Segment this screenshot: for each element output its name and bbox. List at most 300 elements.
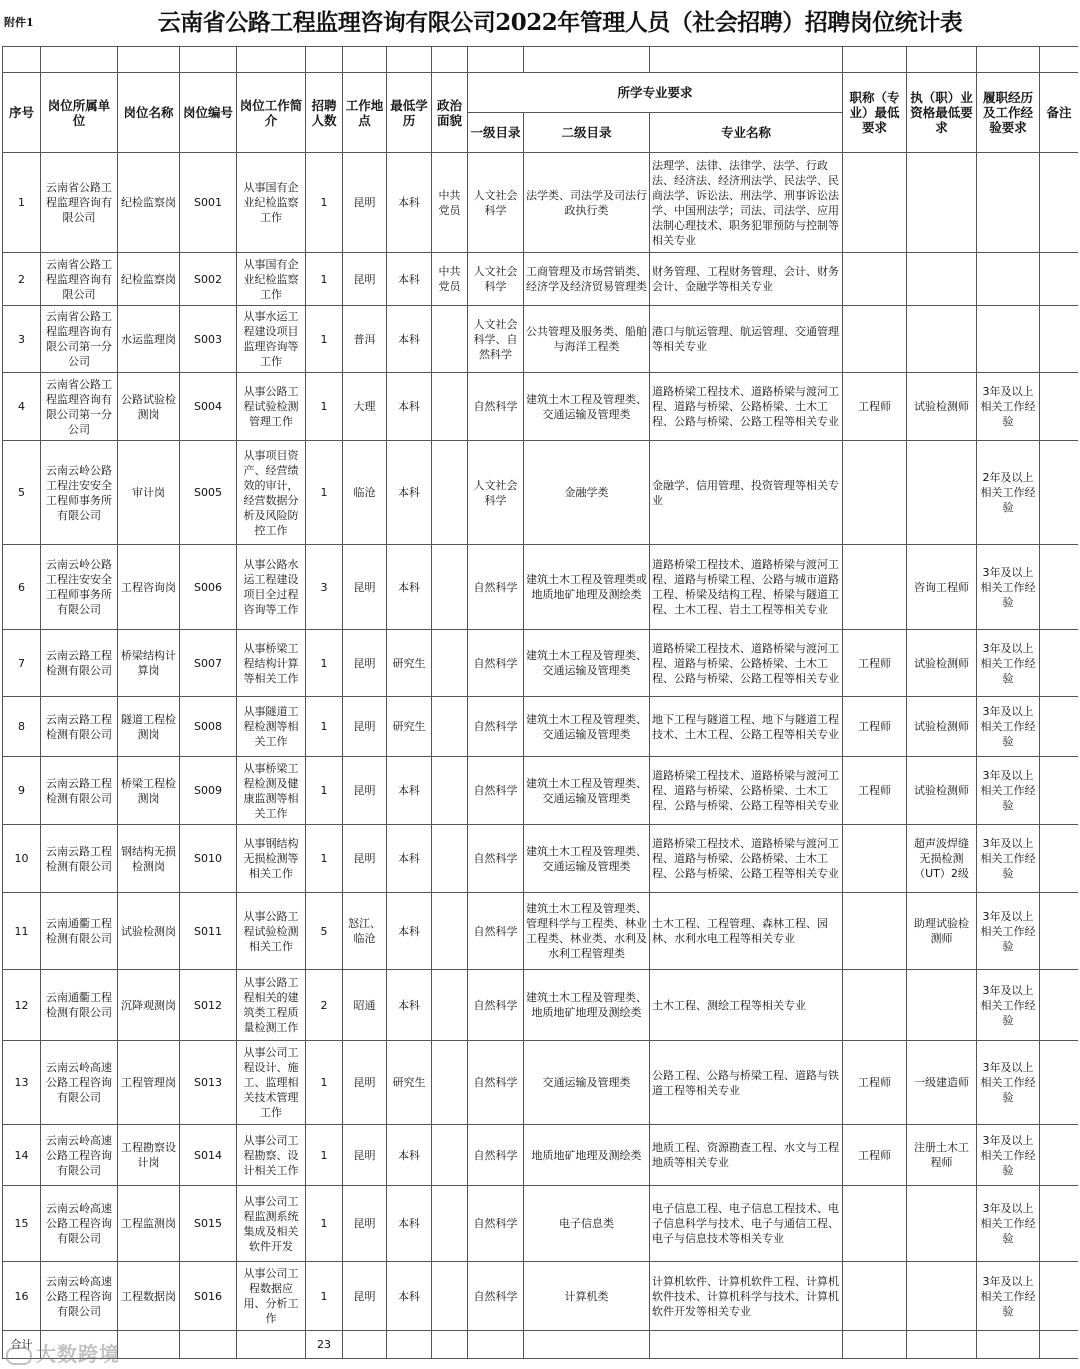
row-index: 5 (3, 441, 41, 545)
cell-education: 本科 (387, 253, 432, 306)
cell-unit: 云南云岭公路工程注安安全工程师事务所有限公司 (41, 545, 118, 630)
header-major-group: 所学专业要求 (468, 73, 843, 113)
cell-remark (1040, 306, 1079, 373)
cell-post-code: S001 (180, 153, 237, 253)
cell-title-req (843, 306, 907, 373)
cell-cert (907, 253, 977, 306)
cell-duty: 从事公司工程设计、施工、监理相关技术管理工作 (237, 1041, 306, 1125)
cell-cert: 一级建造师 (907, 1041, 977, 1125)
cell-title-req: 工程师 (843, 630, 907, 697)
cell-post-name: 试验检测岗 (118, 893, 180, 970)
cell-cert: 试验检测师 (907, 373, 977, 441)
cell-level2: 金融学类 (524, 441, 650, 545)
cell-cert (907, 1262, 977, 1331)
cell-experience: 3年及以上相关工作经验 (977, 630, 1040, 697)
cell-political: 中共党员 (432, 153, 468, 253)
cell-education: 研究生 (387, 697, 432, 757)
cell-cert (907, 441, 977, 545)
cell-location: 昆明 (343, 153, 387, 253)
table-row (3, 253, 1079, 306)
total-count: 23 (306, 1331, 343, 1359)
row-index: 11 (3, 893, 41, 970)
cell-location: 昆明 (343, 253, 387, 306)
cell-duty: 从事公路工程相关的建筑类工程质量检测工作 (237, 970, 306, 1041)
header-level1: 一级目录 (468, 113, 524, 153)
header-duty: 岗位工作简介 (237, 73, 306, 153)
cell-post-code: S012 (180, 970, 237, 1041)
row-index: 9 (3, 757, 41, 825)
cell-location: 临沧 (343, 441, 387, 545)
cell-unit: 云南云岭高速公路工程咨询有限公司 (41, 1186, 118, 1262)
header-row-1 (3, 73, 1079, 113)
cell-count: 1 (306, 697, 343, 757)
cell-title-req (843, 893, 907, 970)
cell-duty: 从事桥梁工程检测及健康监测等相关工作 (237, 757, 306, 825)
cell-count: 1 (306, 1041, 343, 1125)
cell-political (432, 1041, 468, 1125)
cell-post-name: 桥梁结构计算岗 (118, 630, 180, 697)
cell-location: 怒江、临沧 (343, 893, 387, 970)
table-row (3, 697, 1079, 757)
cell-level2: 建筑土木工程及管理类或地质地矿地理及测绘类 (524, 545, 650, 630)
cell-unit: 云南云路工程检测有限公司 (41, 757, 118, 825)
cell-count: 1 (306, 373, 343, 441)
cell-post-name: 审计岗 (118, 441, 180, 545)
cell-political (432, 373, 468, 441)
header-major-name: 专业名称 (650, 113, 843, 153)
total-label: 合计 (3, 1331, 41, 1359)
cell-duty: 从事水运工程建设项目监理咨询等工作 (237, 306, 306, 373)
cell-cert: 咨询工程师 (907, 545, 977, 630)
cell-major-name: 法理学、法律、法律学、法学、行政法、经济法、经济刑法学、民法学、民商法学、诉讼法、刑法学、刑事诉讼法学、中国刑法学；司法、司法学、应用法制心理技术、职务犯罪预防与控制等相关专业 (650, 153, 843, 253)
table-row (3, 825, 1079, 893)
cell-major-name: 计算机软件、计算机软件工程、计算机软件技术、计算机科学与技术、计算机软件开发等相关专业 (650, 1262, 843, 1331)
recruitment-table (2, 46, 1078, 1359)
cell-title-req: 工程师 (843, 697, 907, 757)
row-index: 16 (3, 1262, 41, 1331)
cell-education: 本科 (387, 306, 432, 373)
cell-experience: 2年及以上相关工作经验 (977, 441, 1040, 545)
cell-education: 本科 (387, 893, 432, 970)
cell-post-code: S008 (180, 697, 237, 757)
cell-level1: 自然科学 (468, 697, 524, 757)
cell-education: 本科 (387, 545, 432, 630)
cell-experience: 3年及以上相关工作经验 (977, 1186, 1040, 1262)
cell-level1: 自然科学 (468, 545, 524, 630)
cell-remark (1040, 893, 1079, 970)
cell-post-name: 工程咨询岗 (118, 545, 180, 630)
table-row (3, 1125, 1079, 1186)
row-index: 14 (3, 1125, 41, 1186)
cell-level1: 自然科学 (468, 1041, 524, 1125)
cell-experience (977, 306, 1040, 373)
cell-unit: 云南云岭高速公路工程咨询有限公司 (41, 1125, 118, 1186)
cell-level2: 工商管理及市场营销类、经济学及经济贸易管理类 (524, 253, 650, 306)
cell-level2: 计算机类 (524, 1262, 650, 1331)
cell-duty: 从事公司工程监测系统集成及相关软件开发 (237, 1186, 306, 1262)
cell-duty: 从事国有企业纪检监察工作 (237, 253, 306, 306)
cell-major-name: 财务管理、工程财务管理、会计、财务会计、金融学等相关专业 (650, 253, 843, 306)
cell-count: 1 (306, 825, 343, 893)
cell-duty: 从事钢结构无损检测等相关工作 (237, 825, 306, 893)
cell-post-code: S015 (180, 1186, 237, 1262)
cell-level2: 地质地矿地理及测绘类 (524, 1125, 650, 1186)
cell-unit: 云南通衢工程检测有限公司 (41, 970, 118, 1041)
header-title-req: 职称（专业）最低要求 (843, 73, 907, 153)
cell-title-req: 工程师 (843, 757, 907, 825)
cell-level1: 自然科学 (468, 970, 524, 1041)
cell-title-req (843, 1186, 907, 1262)
cell-duty: 从事公司工程数据应用、分析工作 (237, 1262, 306, 1331)
cell-post-code: S010 (180, 825, 237, 893)
cell-level1: 人文社会科学 (468, 253, 524, 306)
cell-education: 本科 (387, 757, 432, 825)
cell-count: 1 (306, 757, 343, 825)
cell-major-name: 金融学、信用管理、投资管理等相关专业 (650, 441, 843, 545)
cell-count: 3 (306, 545, 343, 630)
cell-count: 1 (306, 306, 343, 373)
cell-level2: 法学类、司法学及司法行政执行类 (524, 153, 650, 253)
cell-remark (1040, 697, 1079, 757)
cell-political (432, 757, 468, 825)
table-row (3, 306, 1079, 373)
cell-political (432, 545, 468, 630)
cell-remark (1040, 757, 1079, 825)
cell-level1: 自然科学 (468, 630, 524, 697)
cell-level1: 人文社会科学 (468, 153, 524, 253)
cell-cert: 试验检测师 (907, 697, 977, 757)
cell-unit: 云南云路工程检测有限公司 (41, 825, 118, 893)
watermark-text: 大数跨境 (36, 1342, 120, 1366)
cell-experience: 3年及以上相关工作经验 (977, 757, 1040, 825)
cell-level2: 建筑土木工程及管理类、交通运输及管理类 (524, 373, 650, 441)
row-index: 1 (3, 153, 41, 253)
cell-experience: 3年及以上相关工作经验 (977, 545, 1040, 630)
cell-political (432, 893, 468, 970)
cell-count: 5 (306, 893, 343, 970)
table-row (3, 970, 1079, 1041)
total-row (3, 1331, 1079, 1359)
cell-level1: 自然科学 (468, 1125, 524, 1186)
cell-post-code: S004 (180, 373, 237, 441)
cell-unit: 云南省公路工程监理咨询有限公司 (41, 153, 118, 253)
cell-experience: 3年及以上相关工作经验 (977, 1041, 1040, 1125)
cell-remark (1040, 1125, 1079, 1186)
cell-post-name: 水运监理岗 (118, 306, 180, 373)
table-row (3, 373, 1079, 441)
cell-cert: 超声波焊缝无损检测（UT）2级 (907, 825, 977, 893)
cell-political (432, 970, 468, 1041)
cell-post-code: S011 (180, 893, 237, 970)
cell-title-req (843, 545, 907, 630)
page-header (0, 0, 1080, 46)
cell-remark (1040, 1041, 1079, 1125)
header-remark: 备注 (1040, 73, 1079, 153)
cell-location: 昆明 (343, 757, 387, 825)
cell-experience: 3年及以上相关工作经验 (977, 697, 1040, 757)
cell-remark (1040, 1186, 1079, 1262)
cell-title-req: 工程师 (843, 373, 907, 441)
cell-title-req (843, 825, 907, 893)
header-post-code: 岗位编号 (180, 73, 237, 153)
cell-major-name: 地下工程与隧道工程、地下与隧道工程技术、土木工程、公路工程等相关专业 (650, 697, 843, 757)
cell-level2: 公共管理及服务类、船舶与海洋工程类 (524, 306, 650, 373)
cell-major-name: 公路工程、公路与桥梁工程、道路与铁道工程等相关专业 (650, 1041, 843, 1125)
cell-level1: 自然科学 (468, 1262, 524, 1331)
table-row (3, 1262, 1079, 1331)
cell-post-code: S013 (180, 1041, 237, 1125)
cell-education: 本科 (387, 153, 432, 253)
header-post-name: 岗位名称 (118, 73, 180, 153)
cell-political (432, 1262, 468, 1331)
cell-location: 昆明 (343, 545, 387, 630)
header-unit: 岗位所属单位 (41, 73, 118, 153)
row-index: 12 (3, 970, 41, 1041)
row-index: 8 (3, 697, 41, 757)
cell-cert (907, 970, 977, 1041)
cell-location: 昆明 (343, 630, 387, 697)
cell-remark (1040, 630, 1079, 697)
cell-experience (977, 253, 1040, 306)
cell-location: 昭通 (343, 970, 387, 1041)
cell-post-name: 工程勘察设计岗 (118, 1125, 180, 1186)
cell-education: 研究生 (387, 1041, 432, 1125)
cell-major-name: 电子信息工程、电子信息工程技术、电子信息科学与技术、电子与通信工程、电子与信息技术等相关专业 (650, 1186, 843, 1262)
cell-major-name: 道路桥梁工程技术、道路桥梁与渡河工程、道路与桥梁、公路桥梁、土木工程、公路与桥梁、公路工程等相关专业 (650, 373, 843, 441)
cell-post-code: S014 (180, 1125, 237, 1186)
table-row (3, 893, 1079, 970)
cell-count: 2 (306, 970, 343, 1041)
row-index: 6 (3, 545, 41, 630)
header-cert: 执（职）业资格最低要求 (907, 73, 977, 153)
cell-duty: 从事项目资产、经营绩效的审计，经营数据分析及风险防控工作 (237, 441, 306, 545)
cell-title-req (843, 970, 907, 1041)
cell-unit: 云南省公路工程监理咨询有限公司第一分公司 (41, 373, 118, 441)
cell-level1: 自然科学 (468, 1186, 524, 1262)
cell-unit: 云南通衢工程检测有限公司 (41, 893, 118, 970)
cell-level1: 自然科学 (468, 893, 524, 970)
cell-location: 昆明 (343, 1186, 387, 1262)
cell-major-name: 土木工程、工程管理、森林工程、园林、水利水电工程等相关专业 (650, 893, 843, 970)
cell-count: 1 (306, 1125, 343, 1186)
cell-duty: 从事隧道工程检测等相关工作 (237, 697, 306, 757)
cell-count: 1 (306, 1186, 343, 1262)
cell-major-name: 道路桥梁工程技术、道路桥梁与渡河工程、道路与桥梁、公路桥梁、土木工程、公路与桥梁、公路工程等相关专业 (650, 757, 843, 825)
cell-post-name: 工程监测岗 (118, 1186, 180, 1262)
cell-level2: 建筑土木工程及管理类、交通运输及管理类 (524, 697, 650, 757)
cell-location: 昆明 (343, 1262, 387, 1331)
cell-post-code: S006 (180, 545, 237, 630)
blank-row (3, 47, 1079, 73)
cell-level1: 人文社会科学 (468, 441, 524, 545)
cell-remark (1040, 373, 1079, 441)
cell-major-name: 土木工程、测绘工程等相关专业 (650, 970, 843, 1041)
cell-political (432, 825, 468, 893)
row-index: 2 (3, 253, 41, 306)
cell-post-name: 工程管理岗 (118, 1041, 180, 1125)
cell-major-name: 道路桥梁工程技术、道路桥梁与渡河工程、道路与桥梁、公路桥梁、土木工程、公路与桥梁、公路工程等相关专业 (650, 825, 843, 893)
header-index: 序号 (3, 73, 41, 153)
cell-post-code: S007 (180, 630, 237, 697)
page-title: 云南省公路工程监理咨询有限公司2022年管理人员（社会招聘）招聘岗位统计表 (157, 9, 963, 36)
row-index: 15 (3, 1186, 41, 1262)
cell-unit: 云南云路工程检测有限公司 (41, 630, 118, 697)
cell-level1: 自然科学 (468, 757, 524, 825)
cell-unit: 云南云岭公路工程注安安全工程师事务所有限公司 (41, 441, 118, 545)
cell-title-req: 工程师 (843, 1041, 907, 1125)
table-row (3, 441, 1079, 545)
row-index: 13 (3, 1041, 41, 1125)
cell-education: 本科 (387, 1186, 432, 1262)
cell-political (432, 441, 468, 545)
cell-remark (1040, 970, 1079, 1041)
cell-post-name: 钢结构无损检测岗 (118, 825, 180, 893)
cell-political: 中共党员 (432, 253, 468, 306)
header-political: 政治面貌 (432, 73, 468, 153)
cell-unit: 云南省公路工程监理咨询有限公司第一分公司 (41, 306, 118, 373)
table-row (3, 1041, 1079, 1125)
row-index: 7 (3, 630, 41, 697)
watermark (6, 1338, 120, 1367)
cell-level2: 建筑土木工程及管理类、交通运输及管理类 (524, 757, 650, 825)
row-index: 3 (3, 306, 41, 373)
cell-experience: 3年及以上相关工作经验 (977, 825, 1040, 893)
cell-post-name: 公路试验检测岗 (118, 373, 180, 441)
cell-duty: 从事公路工程试验检测管理工作 (237, 373, 306, 441)
cell-title-req: 工程师 (843, 1125, 907, 1186)
cell-post-code: S009 (180, 757, 237, 825)
cell-level2: 电子信息类 (524, 1186, 650, 1262)
cell-level2: 建筑土木工程及管理类、交通运输及管理类 (524, 825, 650, 893)
cell-level2: 建筑土木工程及管理类、地质地矿地理及测绘类 (524, 970, 650, 1041)
cell-level1: 人文社会科学、自然科学 (468, 306, 524, 373)
header-location: 工作地点 (343, 73, 387, 153)
attachment-label: 附件1 (4, 16, 34, 29)
cell-education: 本科 (387, 825, 432, 893)
cell-political (432, 306, 468, 373)
recruitment-table-container (2, 46, 1078, 1369)
cell-duty: 从事桥梁工程结构计算等相关工作 (237, 630, 306, 697)
table-row (3, 545, 1079, 630)
cell-major-name: 道路桥梁工程技术、道路桥梁与渡河工程、道路与桥梁、公路桥梁、土木工程、公路与桥梁、公路工程等相关专业 (650, 630, 843, 697)
cell-level2: 建筑土木工程及管理类、管理科学与工程类、林业工程类、林业类、水利及水利工程管理类 (524, 893, 650, 970)
cell-cert: 试验检测师 (907, 630, 977, 697)
header-experience: 履职经历及工作经验要求 (977, 73, 1040, 153)
cell-count: 1 (306, 441, 343, 545)
cell-count: 1 (306, 253, 343, 306)
cell-education: 本科 (387, 441, 432, 545)
cell-title-req (843, 253, 907, 306)
cell-location: 普洱 (343, 306, 387, 373)
cell-experience: 3年及以上相关工作经验 (977, 1125, 1040, 1186)
cell-remark (1040, 545, 1079, 630)
cell-education: 本科 (387, 1125, 432, 1186)
cell-remark (1040, 441, 1079, 545)
cell-unit: 云南省公路工程监理咨询有限公司 (41, 253, 118, 306)
cell-political (432, 630, 468, 697)
cell-post-name: 桥梁工程检测岗 (118, 757, 180, 825)
cell-level2: 建筑土木工程及管理类、交通运输及管理类 (524, 630, 650, 697)
cell-post-name: 纪检监察岗 (118, 153, 180, 253)
cell-education: 本科 (387, 373, 432, 441)
cell-post-name: 纪检监察岗 (118, 253, 180, 306)
cell-location: 昆明 (343, 825, 387, 893)
cell-post-code: S002 (180, 253, 237, 306)
table-row (3, 1186, 1079, 1262)
cell-cert: 试验检测师 (907, 757, 977, 825)
cell-unit: 云南云路工程检测有限公司 (41, 697, 118, 757)
cell-title-req (843, 1262, 907, 1331)
table-row (3, 153, 1079, 253)
cell-political (432, 1186, 468, 1262)
cell-location: 昆明 (343, 1041, 387, 1125)
cell-post-code: S003 (180, 306, 237, 373)
table-row (3, 630, 1079, 697)
cell-location: 昆明 (343, 697, 387, 757)
cell-experience: 3年及以上相关工作经验 (977, 1262, 1040, 1331)
cell-remark (1040, 825, 1079, 893)
cell-title-req (843, 153, 907, 253)
cell-level1: 自然科学 (468, 373, 524, 441)
row-index: 10 (3, 825, 41, 893)
cell-remark (1040, 253, 1079, 306)
cell-location: 大理 (343, 373, 387, 441)
cell-cert: 注册土木工程师 (907, 1125, 977, 1186)
cell-experience (977, 153, 1040, 253)
header-education: 最低学历 (387, 73, 432, 153)
cell-political (432, 697, 468, 757)
cell-post-name: 工程数据岗 (118, 1262, 180, 1331)
cell-education: 本科 (387, 970, 432, 1041)
cell-education: 本科 (387, 1262, 432, 1331)
cell-title-req (843, 441, 907, 545)
cell-remark (1040, 153, 1079, 253)
cell-level1: 自然科学 (468, 825, 524, 893)
cell-cert (907, 306, 977, 373)
cell-duty: 从事公路水运工程建设项目全过程咨询等工作 (237, 545, 306, 630)
cell-count: 1 (306, 153, 343, 253)
row-index: 4 (3, 373, 41, 441)
cell-remark (1040, 1262, 1079, 1331)
cell-cert (907, 1186, 977, 1262)
header-level2: 二级目录 (524, 113, 650, 153)
cell-level2: 交通运输及管理类 (524, 1041, 650, 1125)
cell-political (432, 1125, 468, 1186)
cell-major-name: 道路桥梁工程技术、道路桥梁与渡河工程、道路与桥梁工程、公路与城市道路工程、桥梁及结构工程、桥梁与隧道工程、土木工程、岩土工程等相关专业 (650, 545, 843, 630)
cell-location: 昆明 (343, 1125, 387, 1186)
cell-post-name: 隧道工程检测岗 (118, 697, 180, 757)
cell-education: 研究生 (387, 630, 432, 697)
table-row (3, 757, 1079, 825)
cell-experience: 3年及以上相关工作经验 (977, 373, 1040, 441)
cell-post-code: S005 (180, 441, 237, 545)
cell-post-code: S016 (180, 1262, 237, 1331)
cell-count: 1 (306, 630, 343, 697)
cell-cert (907, 153, 977, 253)
cell-duty: 从事公路工程试验检测相关工作 (237, 893, 306, 970)
cell-unit: 云南云岭高速公路工程咨询有限公司 (41, 1262, 118, 1331)
cell-major-name: 地质工程、资源勘查工程、水文与工程地质等相关专业 (650, 1125, 843, 1186)
cell-count: 1 (306, 1262, 343, 1331)
cell-duty: 从事公司工程勘察、设计相关工作 (237, 1125, 306, 1186)
cell-cert: 助理试验检测师 (907, 893, 977, 970)
cell-major-name: 港口与航运管理、航运管理、交通管理等相关专业 (650, 306, 843, 373)
header-count: 招聘人数 (306, 73, 343, 153)
cell-experience: 3年及以上相关工作经验 (977, 970, 1040, 1041)
cell-post-name: 沉降观测岗 (118, 970, 180, 1041)
cell-unit: 云南云岭高速公路工程咨询有限公司 (41, 1041, 118, 1125)
table-body (3, 153, 1079, 1331)
